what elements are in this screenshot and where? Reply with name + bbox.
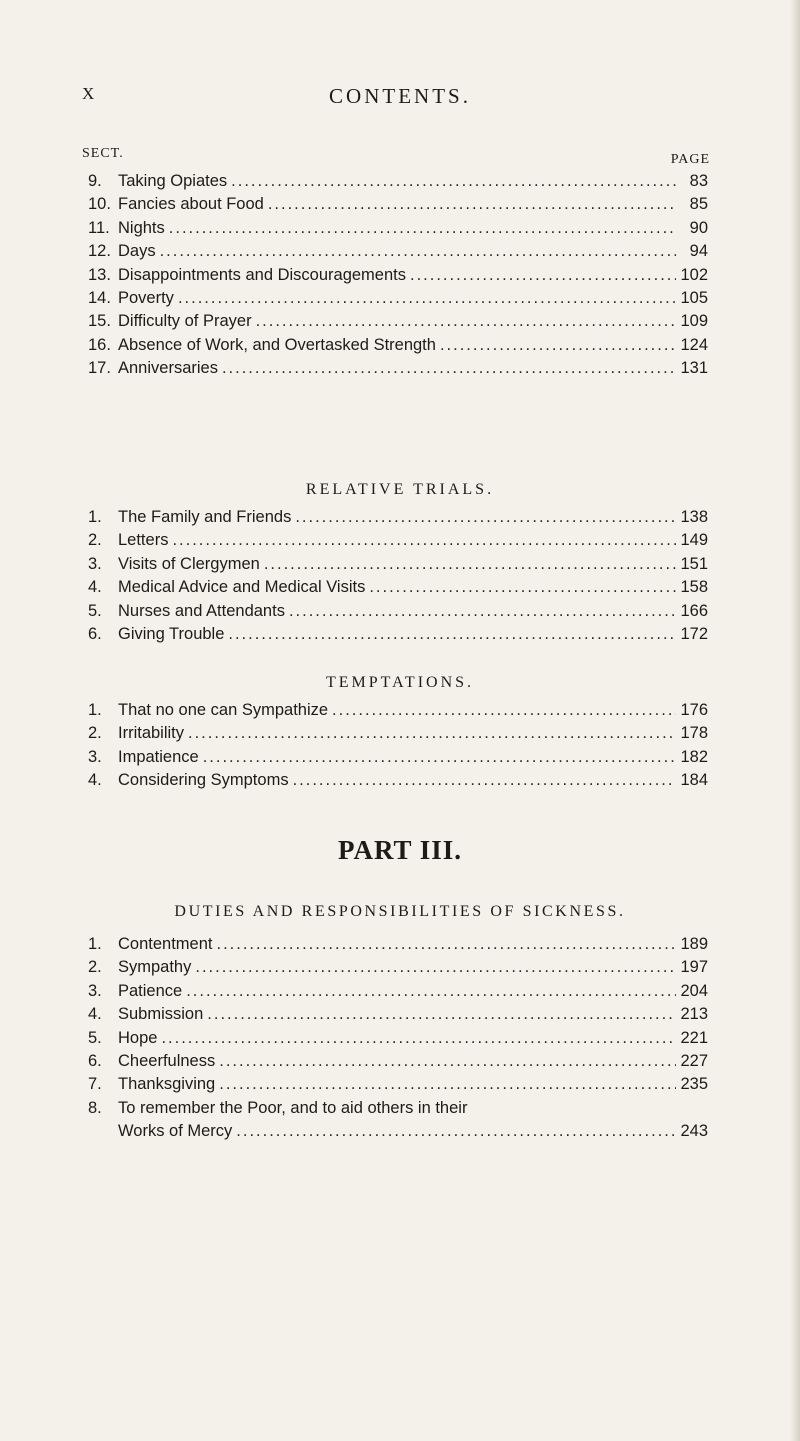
toc-entry <box>88 701 708 724</box>
dot-leader <box>169 219 676 238</box>
dot-leader <box>216 935 676 954</box>
entry-title: Irritability <box>118 724 185 743</box>
toc-entry <box>88 289 708 312</box>
entry-page: 90 <box>689 218 708 237</box>
entry-page: 197 <box>680 958 708 977</box>
entry-number: 3. <box>88 554 102 573</box>
entry-number: 3. <box>88 747 102 766</box>
entry-title: Impatience <box>118 747 199 766</box>
entry-number: 11. <box>88 218 110 237</box>
entry-number: 4. <box>88 771 102 790</box>
entry-page: 151 <box>680 554 708 573</box>
entry-title: Cheerfulness <box>118 1051 216 1070</box>
toc-entry <box>88 958 708 981</box>
entry-title: Nights <box>118 218 165 237</box>
toc-list-part2 <box>88 172 708 383</box>
running-title: CONTENTS. <box>329 84 471 108</box>
entry-title-line1: To remember the Poor, and to aid others in their <box>118 1098 468 1117</box>
entry-page: 109 <box>680 312 708 331</box>
toc-entry <box>88 195 708 218</box>
entry-title: Contentment <box>118 935 213 953</box>
toc-entry <box>88 1029 708 1052</box>
entry-number: 4. <box>88 1005 102 1024</box>
toc-entry <box>88 982 708 1005</box>
entry-title: Visits of Clergymen <box>118 554 260 573</box>
entry-page: 105 <box>680 288 708 307</box>
entry-page: 243 <box>680 1122 708 1141</box>
dot-leader <box>172 531 676 550</box>
dot-leader <box>268 195 676 214</box>
dot-leader <box>186 982 676 1001</box>
entry-page: 94 <box>689 242 708 261</box>
entry-number: 10. <box>88 195 111 214</box>
section-heading-relative-trials: RELATIVE TRIALS. <box>305 481 495 498</box>
toc-entry <box>88 1005 708 1028</box>
toc-list-relative-trials <box>88 508 708 648</box>
entry-number: 1. <box>88 701 102 719</box>
dot-leader <box>195 958 676 977</box>
entry-title: Taking Opiates <box>118 172 228 190</box>
entry-page: 83 <box>689 172 708 190</box>
entry-number: 17. <box>88 359 111 378</box>
entry-page: 204 <box>680 981 708 1000</box>
entry-number: 8. <box>88 1098 102 1117</box>
entry-number: 13. <box>88 265 111 284</box>
entry-title: Medical Advice and Medical Visits <box>118 578 366 597</box>
entry-page: 182 <box>680 747 708 766</box>
entry-page: 227 <box>680 1051 708 1070</box>
entry-page: 149 <box>680 531 708 550</box>
entry-title: Disappointments and Discouragements <box>118 265 406 284</box>
entry-title: Fancies about Food <box>118 195 264 214</box>
entry-number: 5. <box>88 601 102 620</box>
toc-entry <box>88 219 708 242</box>
entry-page: 184 <box>680 771 708 790</box>
toc-entry <box>88 578 708 601</box>
entry-page: 158 <box>680 578 708 597</box>
toc-entry <box>88 242 708 265</box>
page-edge-shadow <box>790 0 800 1441</box>
entry-page: 124 <box>680 335 708 354</box>
entry-number: 3. <box>88 981 102 1000</box>
toc-entry <box>88 508 708 531</box>
entry-page: 178 <box>680 724 708 743</box>
entry-number: 6. <box>88 1051 102 1070</box>
entry-title: Letters <box>118 531 169 550</box>
toc-entry <box>88 336 708 359</box>
toc-entry <box>88 724 708 747</box>
entry-title: Thanksgiving <box>118 1075 216 1094</box>
entry-title: Poverty <box>118 288 174 307</box>
dot-leader <box>203 748 676 767</box>
dot-leader <box>332 701 676 720</box>
entry-title-line2: Works of Mercy <box>118 1122 233 1141</box>
entry-number: 2. <box>88 724 102 743</box>
dot-leader <box>293 771 676 790</box>
dot-leader <box>161 1029 676 1048</box>
dot-leader <box>440 336 676 355</box>
entry-number: 9. <box>88 172 102 190</box>
dot-leader <box>410 266 676 285</box>
part-subtitle: DUTIES AND RESPONSIBILITIES OF SICKNESS. <box>174 903 626 920</box>
dot-leader <box>219 1052 676 1071</box>
toc-entry <box>88 555 708 578</box>
page-header <box>0 84 800 114</box>
entry-number: 15. <box>88 312 111 331</box>
entry-page: 102 <box>680 265 708 284</box>
toc-entry <box>88 312 708 335</box>
entry-title: Days <box>118 242 156 261</box>
entry-page: 85 <box>689 195 708 214</box>
entry-page: 131 <box>680 359 708 378</box>
dot-leader <box>222 359 676 378</box>
entry-page: 166 <box>680 601 708 620</box>
dot-leader <box>231 172 676 191</box>
entry-page: 213 <box>680 1005 708 1024</box>
dot-leader <box>178 289 676 308</box>
dot-leader <box>219 1075 676 1094</box>
entry-title: Patience <box>118 981 183 1000</box>
entry-number: 4. <box>88 578 102 597</box>
entry-page: 235 <box>680 1075 708 1094</box>
entry-number: 12. <box>88 242 111 261</box>
entry-title: Submission <box>118 1005 204 1024</box>
toc-entry <box>88 531 708 554</box>
toc-entry <box>88 172 708 195</box>
entry-number: 6. <box>88 624 102 643</box>
toc-entry <box>88 748 708 771</box>
entry-title: Hope <box>118 1028 158 1047</box>
dot-leader <box>160 242 676 261</box>
page-column-head: PAGE <box>670 152 710 167</box>
toc-entry <box>88 359 708 382</box>
entry-title: That no one can Sympathize <box>118 701 329 719</box>
dot-leader <box>228 625 676 644</box>
folio-number: X <box>82 84 96 103</box>
entry-number: 7. <box>88 1075 102 1094</box>
dot-leader <box>369 578 676 597</box>
sect-column-head: SECT. <box>82 146 124 161</box>
entry-title: Sympathy <box>118 958 192 977</box>
entry-page: 172 <box>680 624 708 643</box>
toc-entry <box>88 266 708 289</box>
toc-entry <box>88 1075 708 1098</box>
toc-entry <box>88 625 708 648</box>
dot-leader <box>188 724 676 743</box>
toc-entry-multiline <box>88 1099 708 1122</box>
entry-page: 189 <box>680 935 708 953</box>
entry-number: 1. <box>88 508 102 526</box>
dot-leader <box>264 555 676 574</box>
entry-page: 221 <box>680 1028 708 1047</box>
toc-entry-continuation <box>88 1122 708 1145</box>
entry-number: 14. <box>88 288 111 307</box>
toc-entry <box>88 935 708 958</box>
entry-title: Considering Symptoms <box>118 771 289 790</box>
entry-number: 2. <box>88 958 102 977</box>
entry-page: 138 <box>680 508 708 526</box>
entry-number: 5. <box>88 1028 102 1047</box>
entry-number: 1. <box>88 935 102 953</box>
dot-leader <box>236 1122 676 1141</box>
entry-page: 176 <box>680 701 708 719</box>
entry-number: 16. <box>88 335 111 354</box>
entry-title: Difficulty of Prayer <box>118 312 252 331</box>
toc-entry <box>88 771 708 794</box>
entry-title: Anniversaries <box>118 359 218 378</box>
column-heads <box>82 146 710 168</box>
entry-number: 2. <box>88 531 102 550</box>
toc-list-part3 <box>88 935 708 1146</box>
section-heading-temptations: TEMPTATIONS. <box>325 674 475 691</box>
toc-entry <box>88 602 708 625</box>
entry-title: Nurses and Attendants <box>118 601 285 620</box>
toc-list-temptations <box>88 701 708 795</box>
entry-title: Giving Trouble <box>118 624 225 643</box>
toc-entry <box>88 1052 708 1075</box>
dot-leader <box>256 312 676 331</box>
dot-leader <box>289 602 676 621</box>
part-title: PART III. <box>337 835 463 865</box>
dot-leader <box>207 1005 676 1024</box>
entry-title: The Family and Friends <box>118 508 292 526</box>
dot-leader <box>295 508 676 527</box>
entry-title: Absence of Work, and Overtasked Strength <box>118 335 436 354</box>
